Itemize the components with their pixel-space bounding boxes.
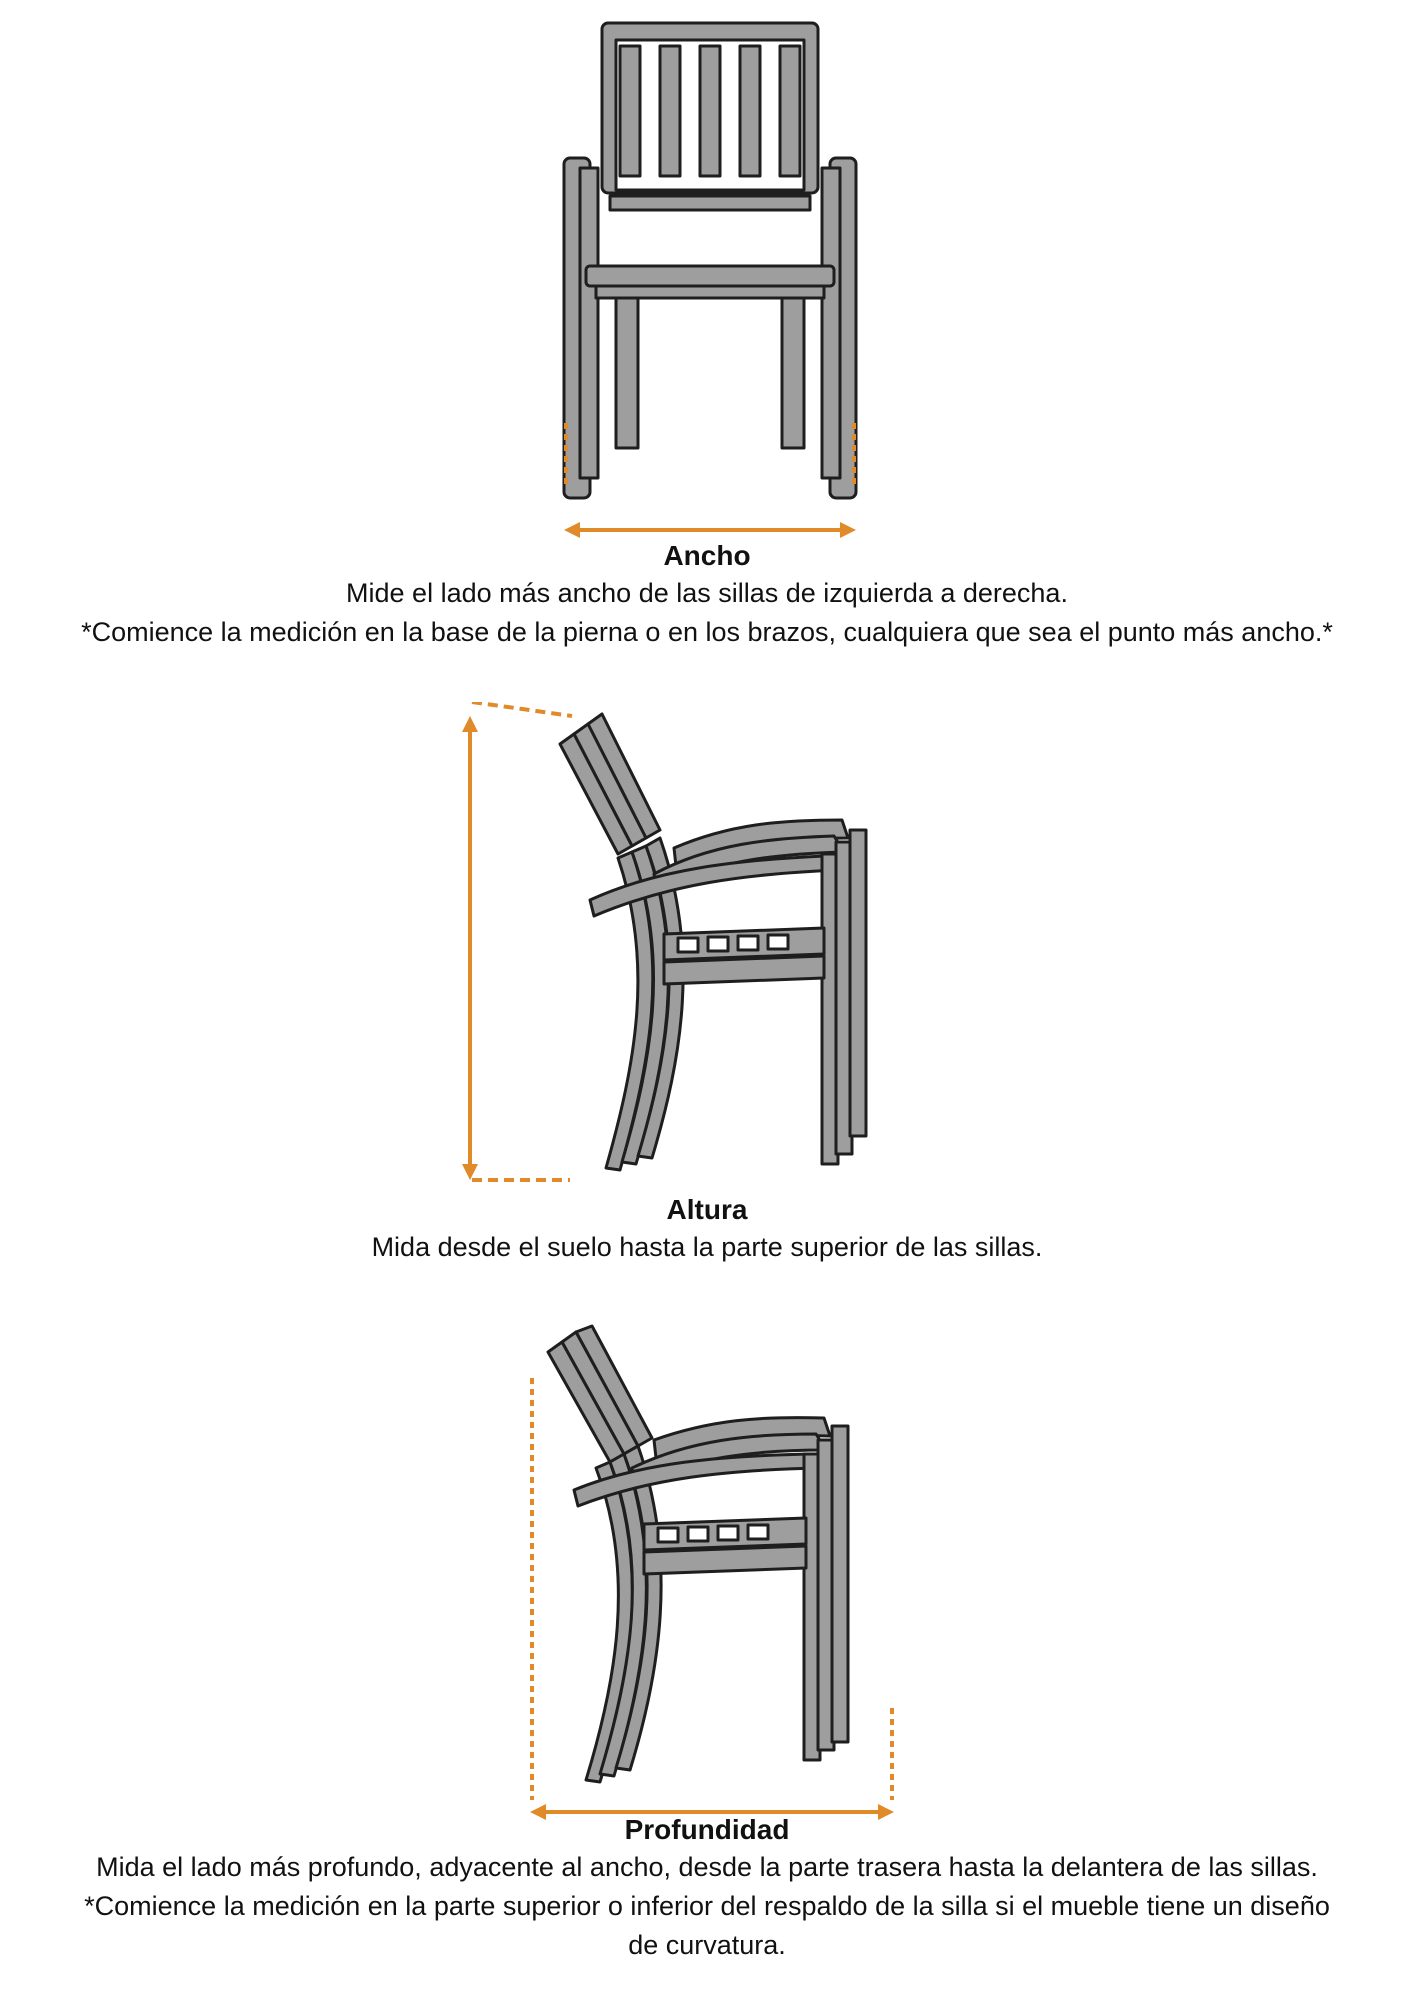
depth-note: *Comience la medición en la parte superior o inferior del respaldo de la silla si el mueble tiene un diseño <box>84 1891 1330 1921</box>
depth-title: Profundidad <box>624 1814 790 1845</box>
front-chair-stack-icon <box>550 18 870 548</box>
height-section <box>0 700 1414 1280</box>
width-description: Mide el lado más ancho de las sillas de izquierda a derecha. <box>346 578 1068 608</box>
depth-note-continued: de curvatura. <box>628 1930 786 1960</box>
height-description: Mida desde el suelo hasta la parte superior de las sillas. <box>371 1232 1043 1262</box>
width-title: Ancho <box>663 540 751 571</box>
height-title: Altura <box>666 1194 748 1225</box>
side-chair-stack-icon <box>450 702 930 1202</box>
depth-description: Mida el lado más profundo, adyacente al ancho, desde la parte trasera hasta la delantera de las sillas. <box>96 1852 1318 1882</box>
depth-section <box>0 1300 1414 2000</box>
side-chair-stack-icon <box>520 1322 910 1842</box>
width-note: *Comience la medición en la base de la pierna o en los brazos, cualquiera que sea el punto más ancho.* <box>81 617 1333 647</box>
width-section <box>0 0 1414 647</box>
